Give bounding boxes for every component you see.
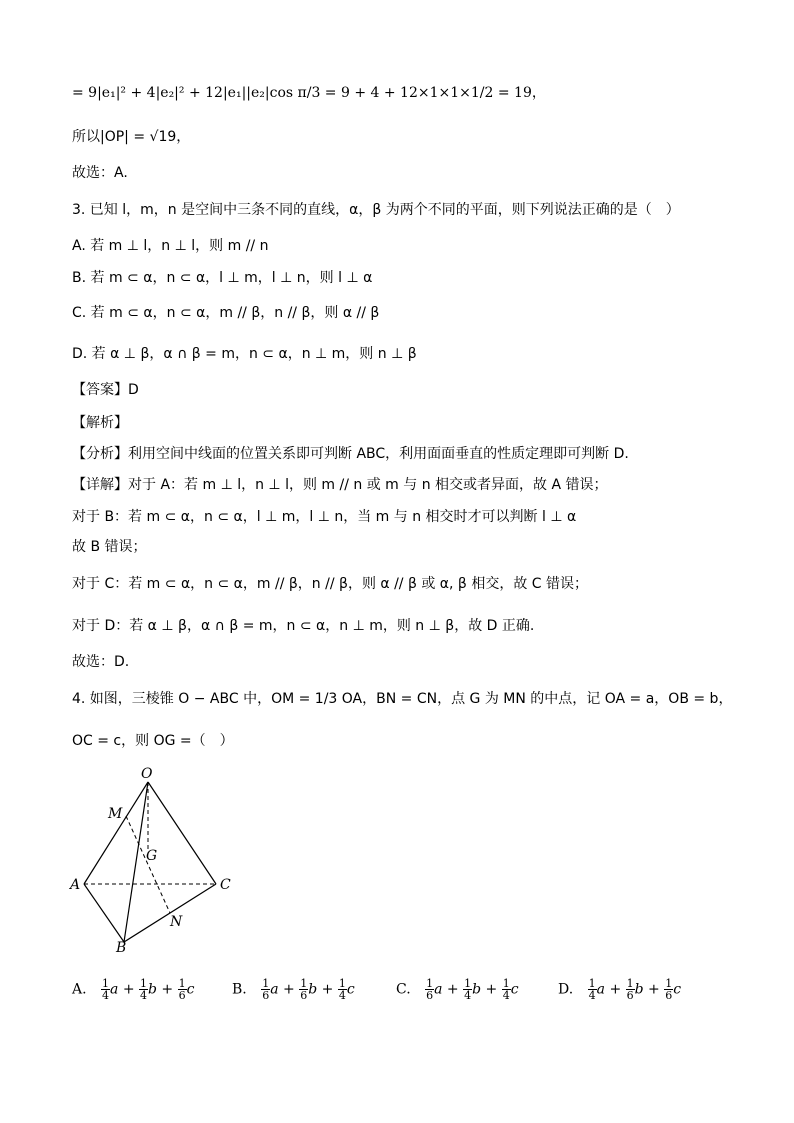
edge-OA [84,782,148,884]
q4-option-a: A. $\frac{1}{4}$ a + $\frac{1}{4}$ b + $\frac{1}{6}$ c [72,977,195,1002]
choose-line-prev: 故选：A. [72,165,128,181]
q4-option-c: C. $\frac{1}{6}$ a + $\frac{1}{4}$ b + $\frac{1}{4}$ c [396,977,519,1002]
q3-detail-c: 对于 C：若 m ⊂ α，n ⊂ α，m // β，n // β，则 α // β 或 α, β 相交，故 C 错误； [72,576,588,592]
q3-option-a: A. 若 m ⊥ l，n ⊥ l，则 m // n [72,238,269,254]
q3-choose: 故选：D. [72,654,130,670]
pyramid-figure [66,764,246,954]
q3-detail-b2: 故 B 错误； [72,539,147,555]
q3-answer: 【答案】D [72,382,139,398]
label-M: M [108,806,123,822]
label-G: G [146,848,158,864]
label-C: C [220,877,231,893]
q3-option-b: B. 若 m ⊂ α，n ⊂ α，l ⊥ m，l ⊥ n，则 l ⊥ α [72,270,373,286]
q3-option-d: D. 若 α ⊥ β，α ∩ β = m，n ⊂ α，n ⊥ m，则 n ⊥ β [72,346,417,362]
label-B: B [116,940,127,954]
result-line: 所以|OP| = √19， [72,129,191,145]
q4-stem-line2: OC = c，则 OG =（ ） [72,733,234,749]
segment-MN [126,816,170,913]
label-A: A [70,877,81,893]
q3-analysis-title: 【解析】 [72,415,128,431]
label-N: N [170,914,183,930]
edge-OC [148,782,216,884]
label-O: O [141,766,153,782]
q4-stem-line1: 4. 如图，三棱锥 O − ABC 中，OM = 1/3 OA，BN = CN，点 G 为 MN 的中点，记 OA = a，OB = b， [72,691,733,707]
q3-detail-b1: 对于 B：若 m ⊂ α，n ⊂ α，l ⊥ m，l ⊥ n，当 m 与 n 相交时才可以判断 l ⊥ α [72,509,577,525]
q3-detail-d: 对于 D：若 α ⊥ β，α ∩ β = m，n ⊂ α，n ⊥ m，则 n ⊥ β，故 D 正确. [72,618,535,634]
edge-AB [84,884,124,942]
edge-OB [124,782,148,942]
q4-option-d: D. $\frac{1}{4}$ a + $\frac{1}{6}$ b + $\frac{1}{6}$ c [558,977,682,1002]
q3-detail-a: 【详解】对于 A：若 m ⊥ l，n ⊥ l，则 m // n 或 m 与 n 相交或者异面，故 A 错误； [72,477,608,493]
q3-stem: 3. 已知 l，m，n 是空间中三条不同的直线，α，β 为两个不同的平面，则下列说法正确的是（ ） [72,202,680,218]
q3-option-c: C. 若 m ⊂ α，n ⊂ α，m // β，n // β，则 α // β [72,305,380,321]
equation-line: = 9|e₁|² + 4|e₂|² + 12|e₁||e₂|cos π/3 = 9 + 4 + 12×1×1×1/2 = 19， [72,85,546,101]
q3-analysis: 【分析】利用空间中线面的位置关系即可判断 ABC，利用面面垂直的性质定理即可判断 D. [72,446,629,462]
q4-option-b: B. $\frac{1}{6}$ a + $\frac{1}{6}$ b + $\frac{1}{4}$ c [232,977,355,1002]
